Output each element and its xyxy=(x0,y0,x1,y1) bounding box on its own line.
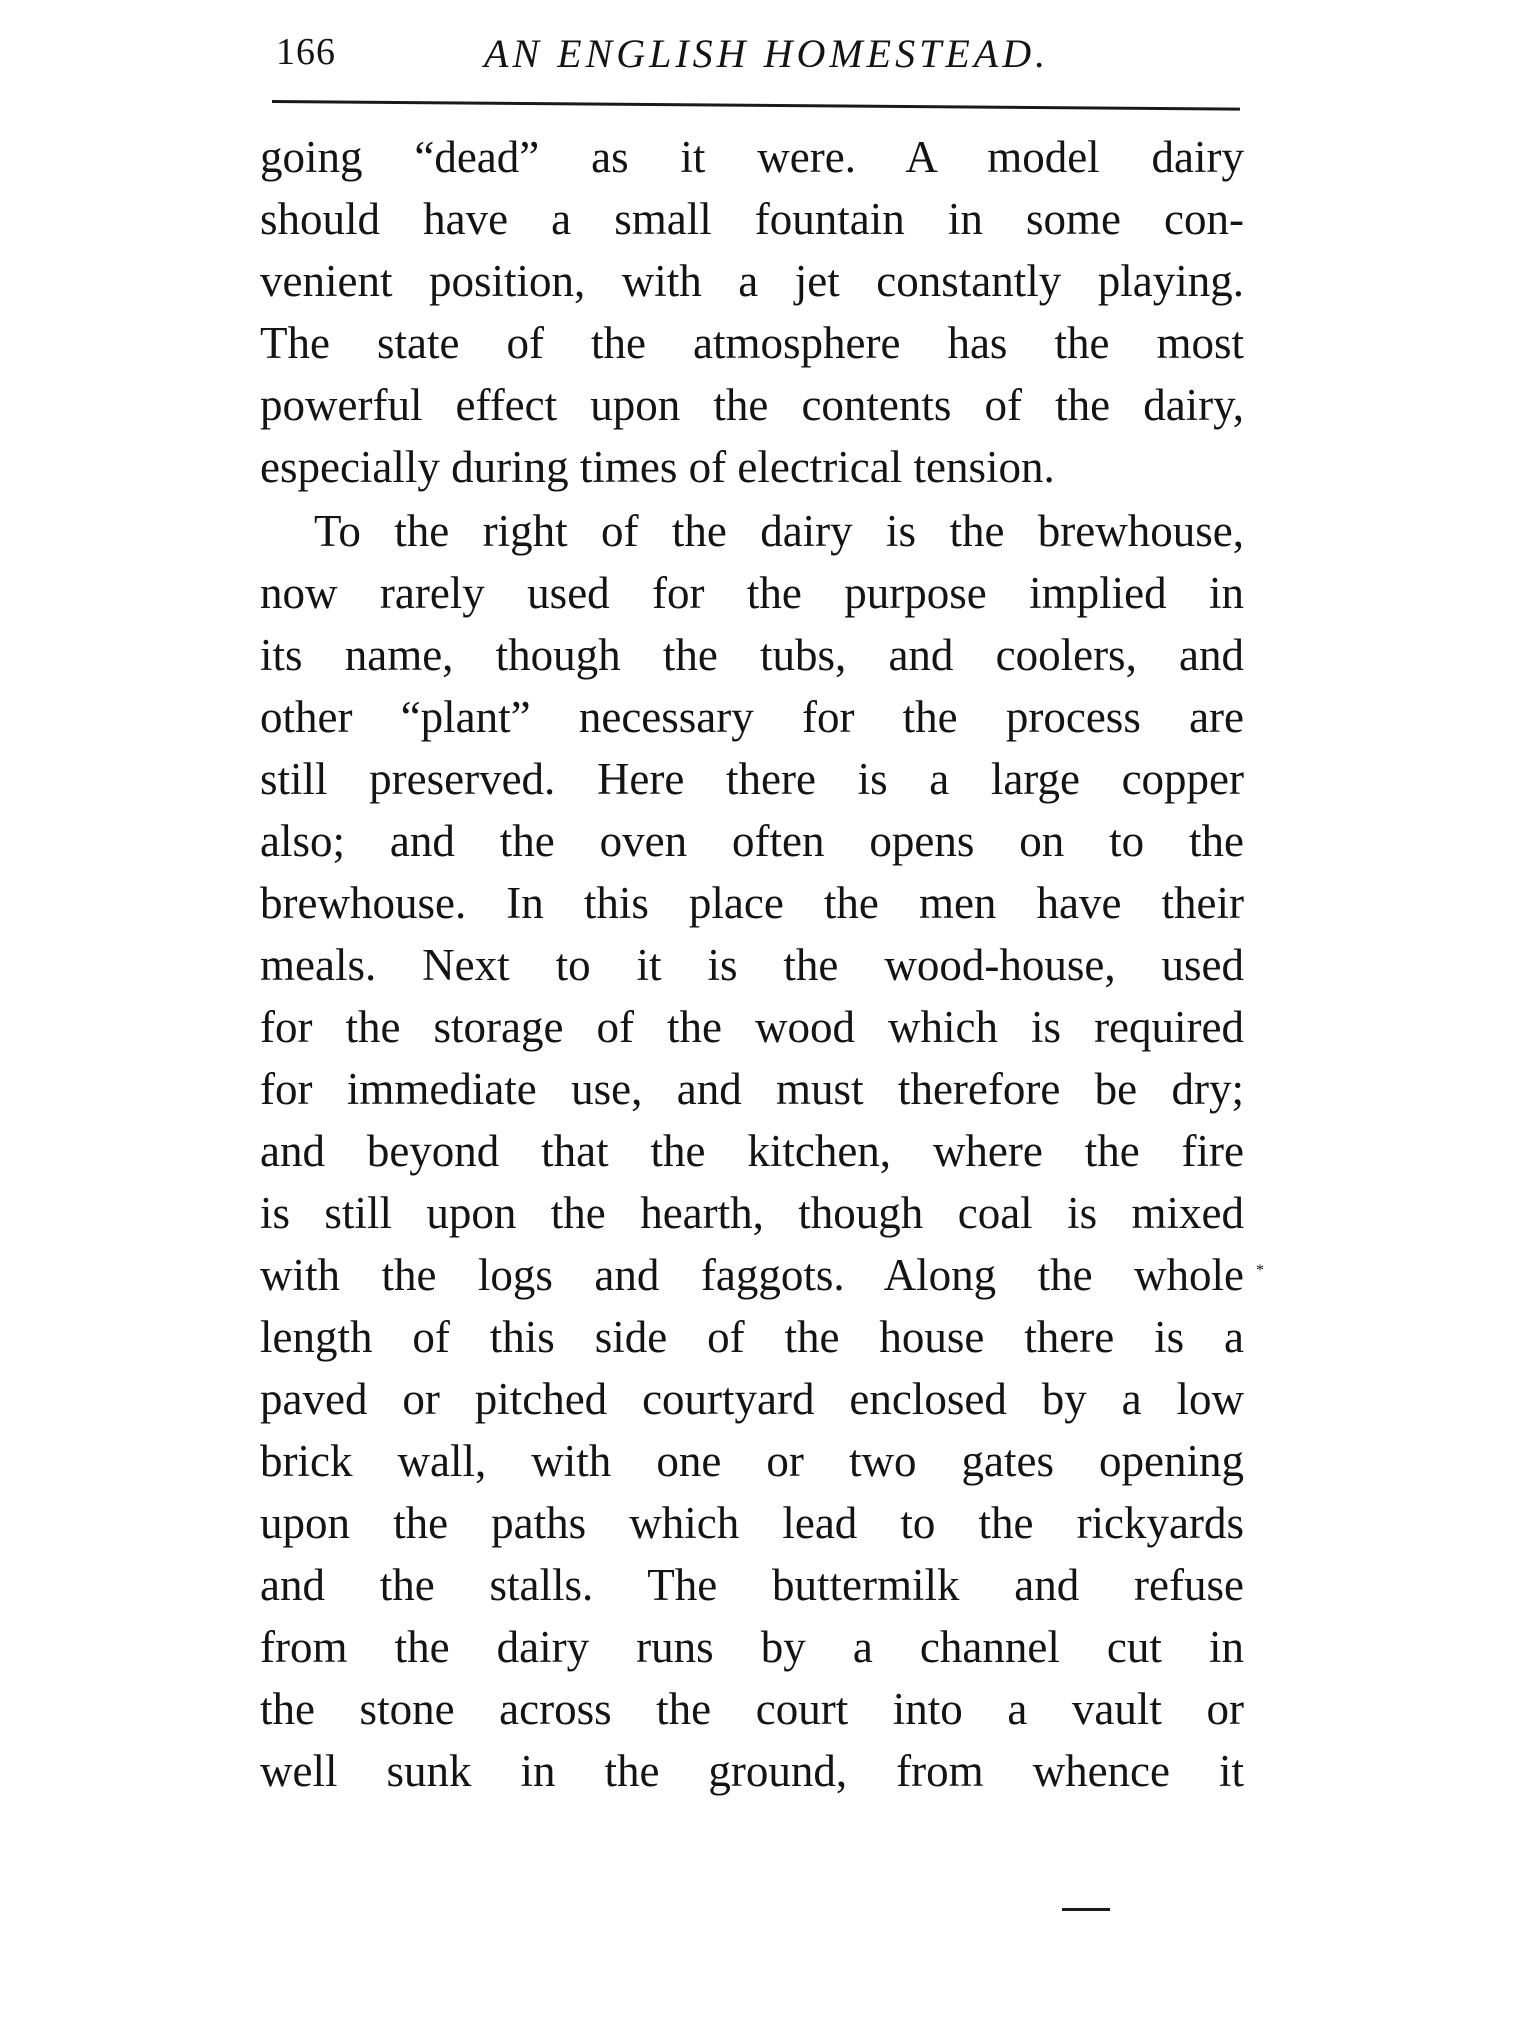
margin-mark: * xyxy=(1256,1262,1264,1279)
text-line: also; and the oven often opens on to the xyxy=(260,816,1244,866)
text-line: powerful effect upon the contents of the dairy, xyxy=(260,380,1244,430)
text-line: brick wall, with one or two gates opening xyxy=(260,1436,1244,1486)
text-line: The state of the atmosphere has the most xyxy=(260,318,1244,368)
text-line: well sunk in the ground, from whence it xyxy=(260,1746,1244,1796)
text-line: brewhouse. In this place the men have their xyxy=(260,878,1244,928)
text-line: upon the paths which lead to the rickyards xyxy=(260,1498,1244,1548)
text-line: especially during times of electrical tension. xyxy=(260,442,1055,492)
text-line: and beyond that the kitchen, where the fire xyxy=(260,1126,1244,1176)
text-line: with the logs and faggots. Along the whole xyxy=(260,1250,1244,1300)
paragraph-2 xyxy=(260,500,1244,1802)
text-line: from the dairy runs by a channel cut in xyxy=(260,1622,1244,1672)
text-line: is still upon the hearth, though coal is mixed xyxy=(260,1188,1244,1238)
text-line: length of this side of the house there is a xyxy=(260,1312,1244,1362)
paragraph-1 xyxy=(260,126,1244,498)
text-line: other “plant” necessary for the process are xyxy=(260,692,1244,742)
running-title: AN ENGLISH HOMESTEAD. xyxy=(484,31,1050,76)
text-line: now rarely used for the purpose implied in xyxy=(260,568,1244,618)
text-line: the stone across the court into a vault or xyxy=(260,1684,1244,1734)
text-line: its name, though the tubs, and coolers, and xyxy=(260,630,1244,680)
text-line: still preserved. Here there is a large copper xyxy=(260,754,1244,804)
body-text xyxy=(260,126,1244,1802)
text-line: meals. Next to it is the wood-house, used xyxy=(260,940,1244,990)
text-line: going “dead” as it were. A model dairy xyxy=(260,132,1244,182)
header-rule xyxy=(272,100,1240,111)
text-line: paved or pitched courtyard enclosed by a low xyxy=(260,1374,1244,1424)
text-line: venient position, with a jet constantly playing. xyxy=(260,256,1244,306)
footer-dash xyxy=(1062,1908,1110,1911)
text-line: should have a small fountain in some con- xyxy=(260,194,1244,244)
text-line: for immediate use, and must therefore be dry; xyxy=(260,1064,1244,1114)
text-line: To the right of the dairy is the brewhouse, xyxy=(314,506,1244,556)
page-number: 166 xyxy=(276,31,336,73)
text-line: for the storage of the wood which is required xyxy=(260,1002,1244,1052)
text-line: and the stalls. The buttermilk and refuse xyxy=(260,1560,1244,1610)
page-header xyxy=(276,24,1246,84)
